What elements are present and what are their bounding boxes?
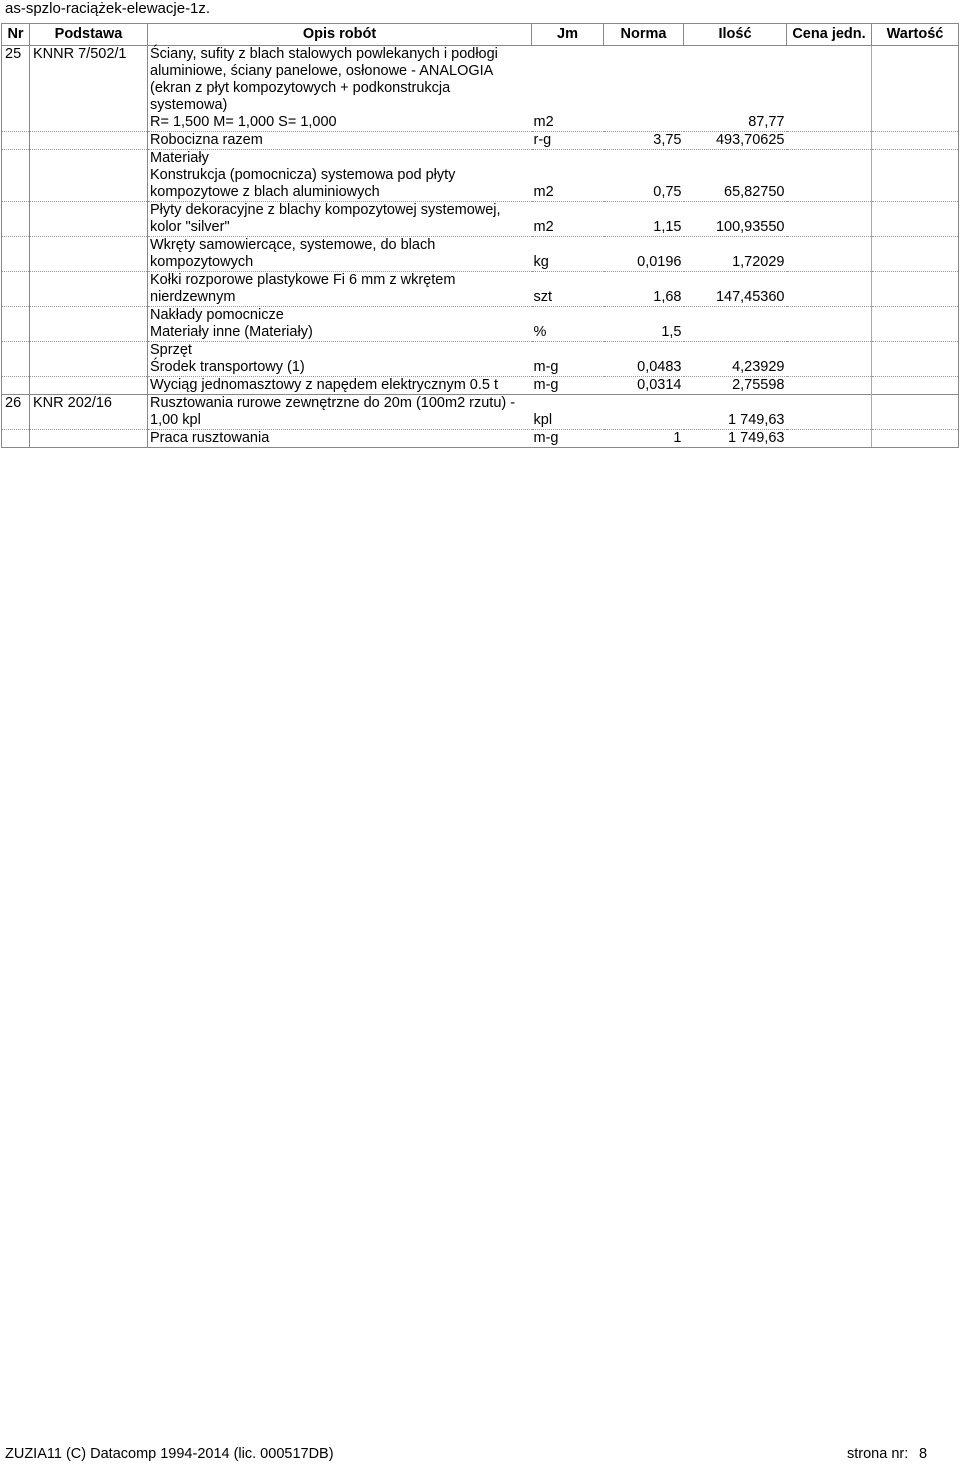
col-norma: Norma	[604, 24, 684, 46]
position-unit: m2	[533, 114, 554, 130]
material-norm: 0,75	[653, 184, 682, 200]
scaffold-work-norm: 1	[604, 430, 684, 448]
position-params: 1,00 kpl	[150, 412, 201, 428]
materials-section-label: Materiały	[148, 150, 532, 168]
document-title: as-spzlo-raciążek-elewacje-1z.	[5, 0, 211, 17]
footer-license: ZUZIA11 (C) Datacomp 1994-2014 (lic. 000517DB)	[5, 1446, 334, 1462]
material-unit: szt	[533, 289, 553, 305]
material-quantity: 100,93550	[715, 219, 785, 235]
cost-table	[1, 23, 959, 448]
material-norm: 1,15	[653, 219, 682, 235]
equipment-section-label: Sprzęt	[148, 342, 532, 360]
equipment-unit: m-g	[533, 359, 559, 375]
auxiliary-norm: 1,5	[661, 324, 682, 340]
col-wartosc: Wartość	[872, 24, 959, 46]
equipment-name: Środek transportowy (1)	[150, 359, 305, 375]
position-row	[2, 46, 959, 64]
position-description-line: aluminiowe, ściany panelowe, osłonowe - ANALOGIA	[150, 63, 494, 79]
position-nr: 25	[2, 46, 30, 64]
material-unit: m2	[533, 184, 554, 200]
position-row	[2, 395, 959, 413]
equipment-quantity: 4,23929	[732, 359, 785, 375]
auxiliary-item: Materiały inne (Materiały)	[150, 324, 313, 340]
material-name: Konstrukcja (pomocnicza) systemowa pod płyty	[150, 167, 456, 183]
scaffold-work-unit: m-g	[532, 430, 604, 448]
auxiliary-unit: %	[533, 324, 547, 340]
col-cena: Cena jedn.	[787, 24, 872, 46]
position-nr: 26	[2, 395, 30, 413]
labor-total-label: Robocizna razem	[148, 132, 532, 150]
material-name: Wkręty samowiercące, systemowe, do blach	[148, 237, 532, 255]
labor-unit: r-g	[532, 132, 604, 150]
col-opis: Opis robót	[148, 24, 532, 46]
material-norm: 1,68	[653, 289, 682, 305]
material-quantity: 65,82750	[724, 184, 785, 200]
header-row	[2, 24, 959, 46]
position-description-line: Rusztowania rurowe zewnętrzne do 20m (100m2 rzutu) -	[148, 395, 532, 413]
position-basis: KNR 202/16	[30, 395, 148, 413]
material-name: kolor "silver"	[150, 219, 230, 235]
equipment-quantity: 2,75598	[684, 377, 787, 395]
col-podstawa: Podstawa	[30, 24, 148, 46]
col-nr: Nr	[2, 24, 30, 46]
equipment-norm: 0,0314	[604, 377, 684, 395]
material-unit: m2	[533, 219, 554, 235]
position-description-line: (ekran z płyt kompozytowych + podkonstrukcja	[150, 80, 451, 96]
position-description-line: systemowa)	[150, 97, 228, 113]
material-name: kompozytowych	[150, 254, 254, 270]
position-quantity: 1 749,63	[728, 412, 785, 428]
position-description-line: Ściany, sufity z blach stalowych powlekanych i podłogi	[148, 46, 532, 64]
material-norm: 0,0196	[637, 254, 682, 270]
footer-page-label: strona nr:	[847, 1446, 909, 1462]
material-name: nierdzewnym	[150, 289, 236, 305]
material-name: kompozytowe z blach aluminiowych	[150, 184, 380, 200]
col-jm: Jm	[532, 24, 604, 46]
scaffold-work-label: Praca rusztowania	[148, 430, 532, 448]
material-unit: kg	[533, 254, 549, 270]
position-params: R= 1,500 M= 1,000 S= 1,000	[150, 114, 337, 130]
equipment-unit: m-g	[532, 377, 604, 395]
position-unit: kpl	[533, 412, 553, 428]
material-quantity: 147,45360	[715, 289, 785, 305]
footer-page-number: 8	[919, 1446, 928, 1462]
col-ilosc: Ilość	[684, 24, 787, 46]
material-quantity: 1,72029	[732, 254, 785, 270]
position-quantity: 87,77	[748, 114, 785, 130]
material-name: Płyty dekoracyjne z blachy kompozytowej systemowej,	[148, 202, 532, 220]
auxiliary-section-label: Nakłady pomocnicze	[148, 307, 532, 325]
equipment-name: Wyciąg jednomasztowy z napędem elektrycznym 0.5 t	[148, 377, 532, 395]
equipment-norm: 0,0483	[637, 359, 682, 375]
position-basis: KNNR 7/502/1	[30, 46, 148, 64]
labor-norm: 3,75	[604, 132, 684, 150]
labor-quantity: 493,70625	[684, 132, 787, 150]
scaffold-work-quantity: 1 749,63	[684, 430, 787, 448]
material-name: Kołki rozporowe plastykowe Fi 6 mm z wkrętem	[148, 272, 532, 290]
